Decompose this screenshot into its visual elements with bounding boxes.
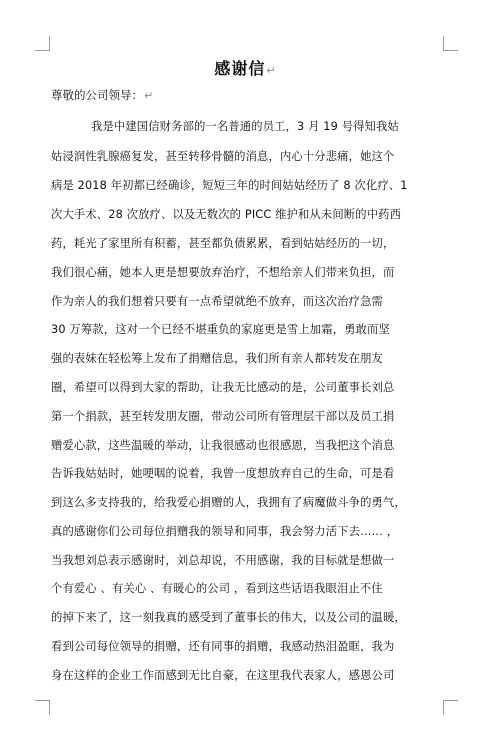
- body-line: 30 万筹款，这对一个已经不堪重负的家庭更是雪上加霜，勇敢而坚: [51, 323, 390, 336]
- body-line: 强的表妹在轻松筹上发布了捐赠信息，我们所有亲人都转发在朋友: [51, 352, 383, 365]
- body-line: 告诉我姑姑时，她哽咽的说着，我曾一度想放弃自己的生命，可是看: [51, 467, 395, 480]
- body-line: 病是 2018 年初都已经确诊，短短三年的时间姑姑经历了 8 次化疗、1: [51, 179, 408, 192]
- letter-title-text: 感谢信: [214, 59, 266, 78]
- body-line: 个有爱心 、有关心 、有暖心的公司 ，看到这些话语我眼泪止不住: [51, 582, 383, 595]
- paragraph-mark-icon: ↵: [266, 64, 277, 77]
- body-line: 作为亲人的我们想着只要有一点希望就绝不放弃，而这次治疗急需: [51, 295, 383, 308]
- crop-mark-bottom-right: [443, 700, 458, 715]
- salutation-text: 尊敬的公司领导：: [51, 88, 143, 102]
- body-line: 圈，希望可以得到大家的帮助，让我无比感动的是，公司董事长刘总: [51, 381, 395, 394]
- letter-title: [0, 56, 491, 79]
- body-line: 到这么多支持我的，给我爱心捐赠的人，我拥有了病魔做斗争的勇气，: [51, 496, 406, 509]
- body-line: 的掉下来了，这一刻我真的感受到了董事长的伟大，以及公司的温暖，: [51, 611, 406, 624]
- salutation: [51, 87, 153, 103]
- body-line: 当我想刘总表示感谢时，刘总却说，不用感谢，我的目标就是想做一: [51, 554, 395, 567]
- body-line: 次大手术、28 次放疗、以及无数次的 PICC 维护和从未间断的中药西: [51, 208, 402, 221]
- body-line: 第一个捐款，甚至转发朋友圈，带动公司所有管理层干部以及员工捐: [51, 410, 395, 423]
- crop-mark-top-left: [35, 36, 50, 51]
- body-line: 赠爱心款，这些温暖的举动，让我很感动也很感恩，当我把这个消息: [51, 439, 395, 452]
- body-line: 药，耗光了家里所有积蓄，甚至都负债累累，看到姑姑经历的一切，: [51, 237, 395, 250]
- body-line: 我们很心痛，她本人更是想要放弃治疗，不想给亲人们带来负担，而: [51, 266, 395, 279]
- paragraph-mark-icon: ↵: [144, 89, 154, 102]
- body-line: 我是中建国信财务部的一名普通的员工，3 月 19 号得知我姑: [91, 120, 399, 133]
- body-line: 真的感谢你们公司每位捐赠我的领导和同事，我会努力活下去…… ，: [51, 525, 399, 538]
- body-line: 看到公司每位领导的捐赠，还有同事的捐赠，我感动热泪盈眶，我为: [51, 640, 395, 653]
- body-line: 身在这样的企业工作而感到无比自豪，在这里我代表家人，感恩公司: [51, 669, 395, 682]
- crop-mark-top-right: [443, 36, 458, 51]
- crop-mark-bottom-left: [35, 700, 50, 715]
- body-line: 姑浸润性乳腺癌复发，甚至转移骨髓的消息，内心十分悲痛，她这个: [51, 150, 395, 163]
